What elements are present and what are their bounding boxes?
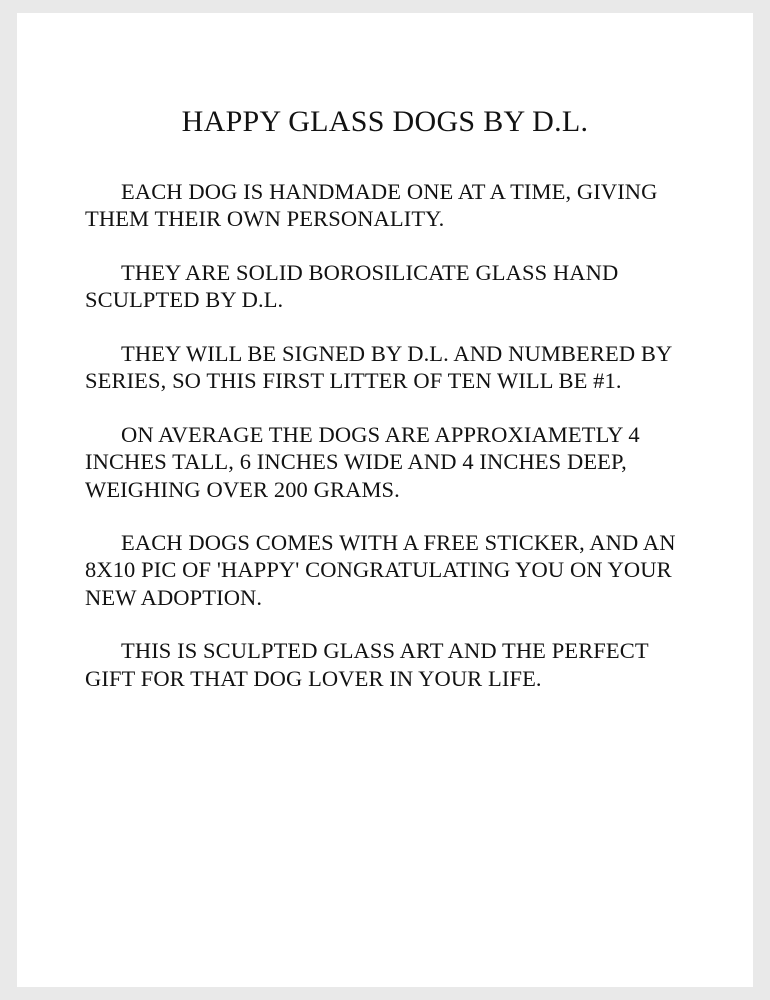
document-body [85, 138, 685, 692]
paragraph-2: THEY ARE SOLID BOROSILICATE GLASS HAND SCULPTED BY D.L. [85, 259, 619, 313]
document-page [17, 13, 753, 987]
page-title: HAPPY GLASS DOGS BY D.L. [181, 105, 589, 138]
paragraph-3: THEY WILL BE SIGNED BY D.L. AND NUMBERED BY SERIES, SO THIS FIRST LITTER OF TEN WILL BE #1. [85, 340, 672, 394]
paragraph-5: EACH DOGS COMES WITH A FREE STICKER, AND AN 8X10 PIC OF 'HAPPY' CONGRATULATING YOU ON YOUR NEW ADOPTION. [85, 529, 676, 610]
paragraph-4: ON AVERAGE THE DOGS ARE APPROXIAMETLY 4 INCHES TALL, 6 INCHES WIDE AND 4 INCHES DEEP, WEIGHING OVER 200 GRAMS. [85, 421, 640, 502]
paragraph-1: EACH DOG IS HANDMADE ONE AT A TIME, GIVING THEM THEIR OWN PERSONALITY. [85, 179, 658, 232]
paragraph-6: THIS IS SCULPTED GLASS ART AND THE PERFECT GIFT FOR THAT DOG LOVER IN YOUR LIFE. [85, 638, 649, 691]
